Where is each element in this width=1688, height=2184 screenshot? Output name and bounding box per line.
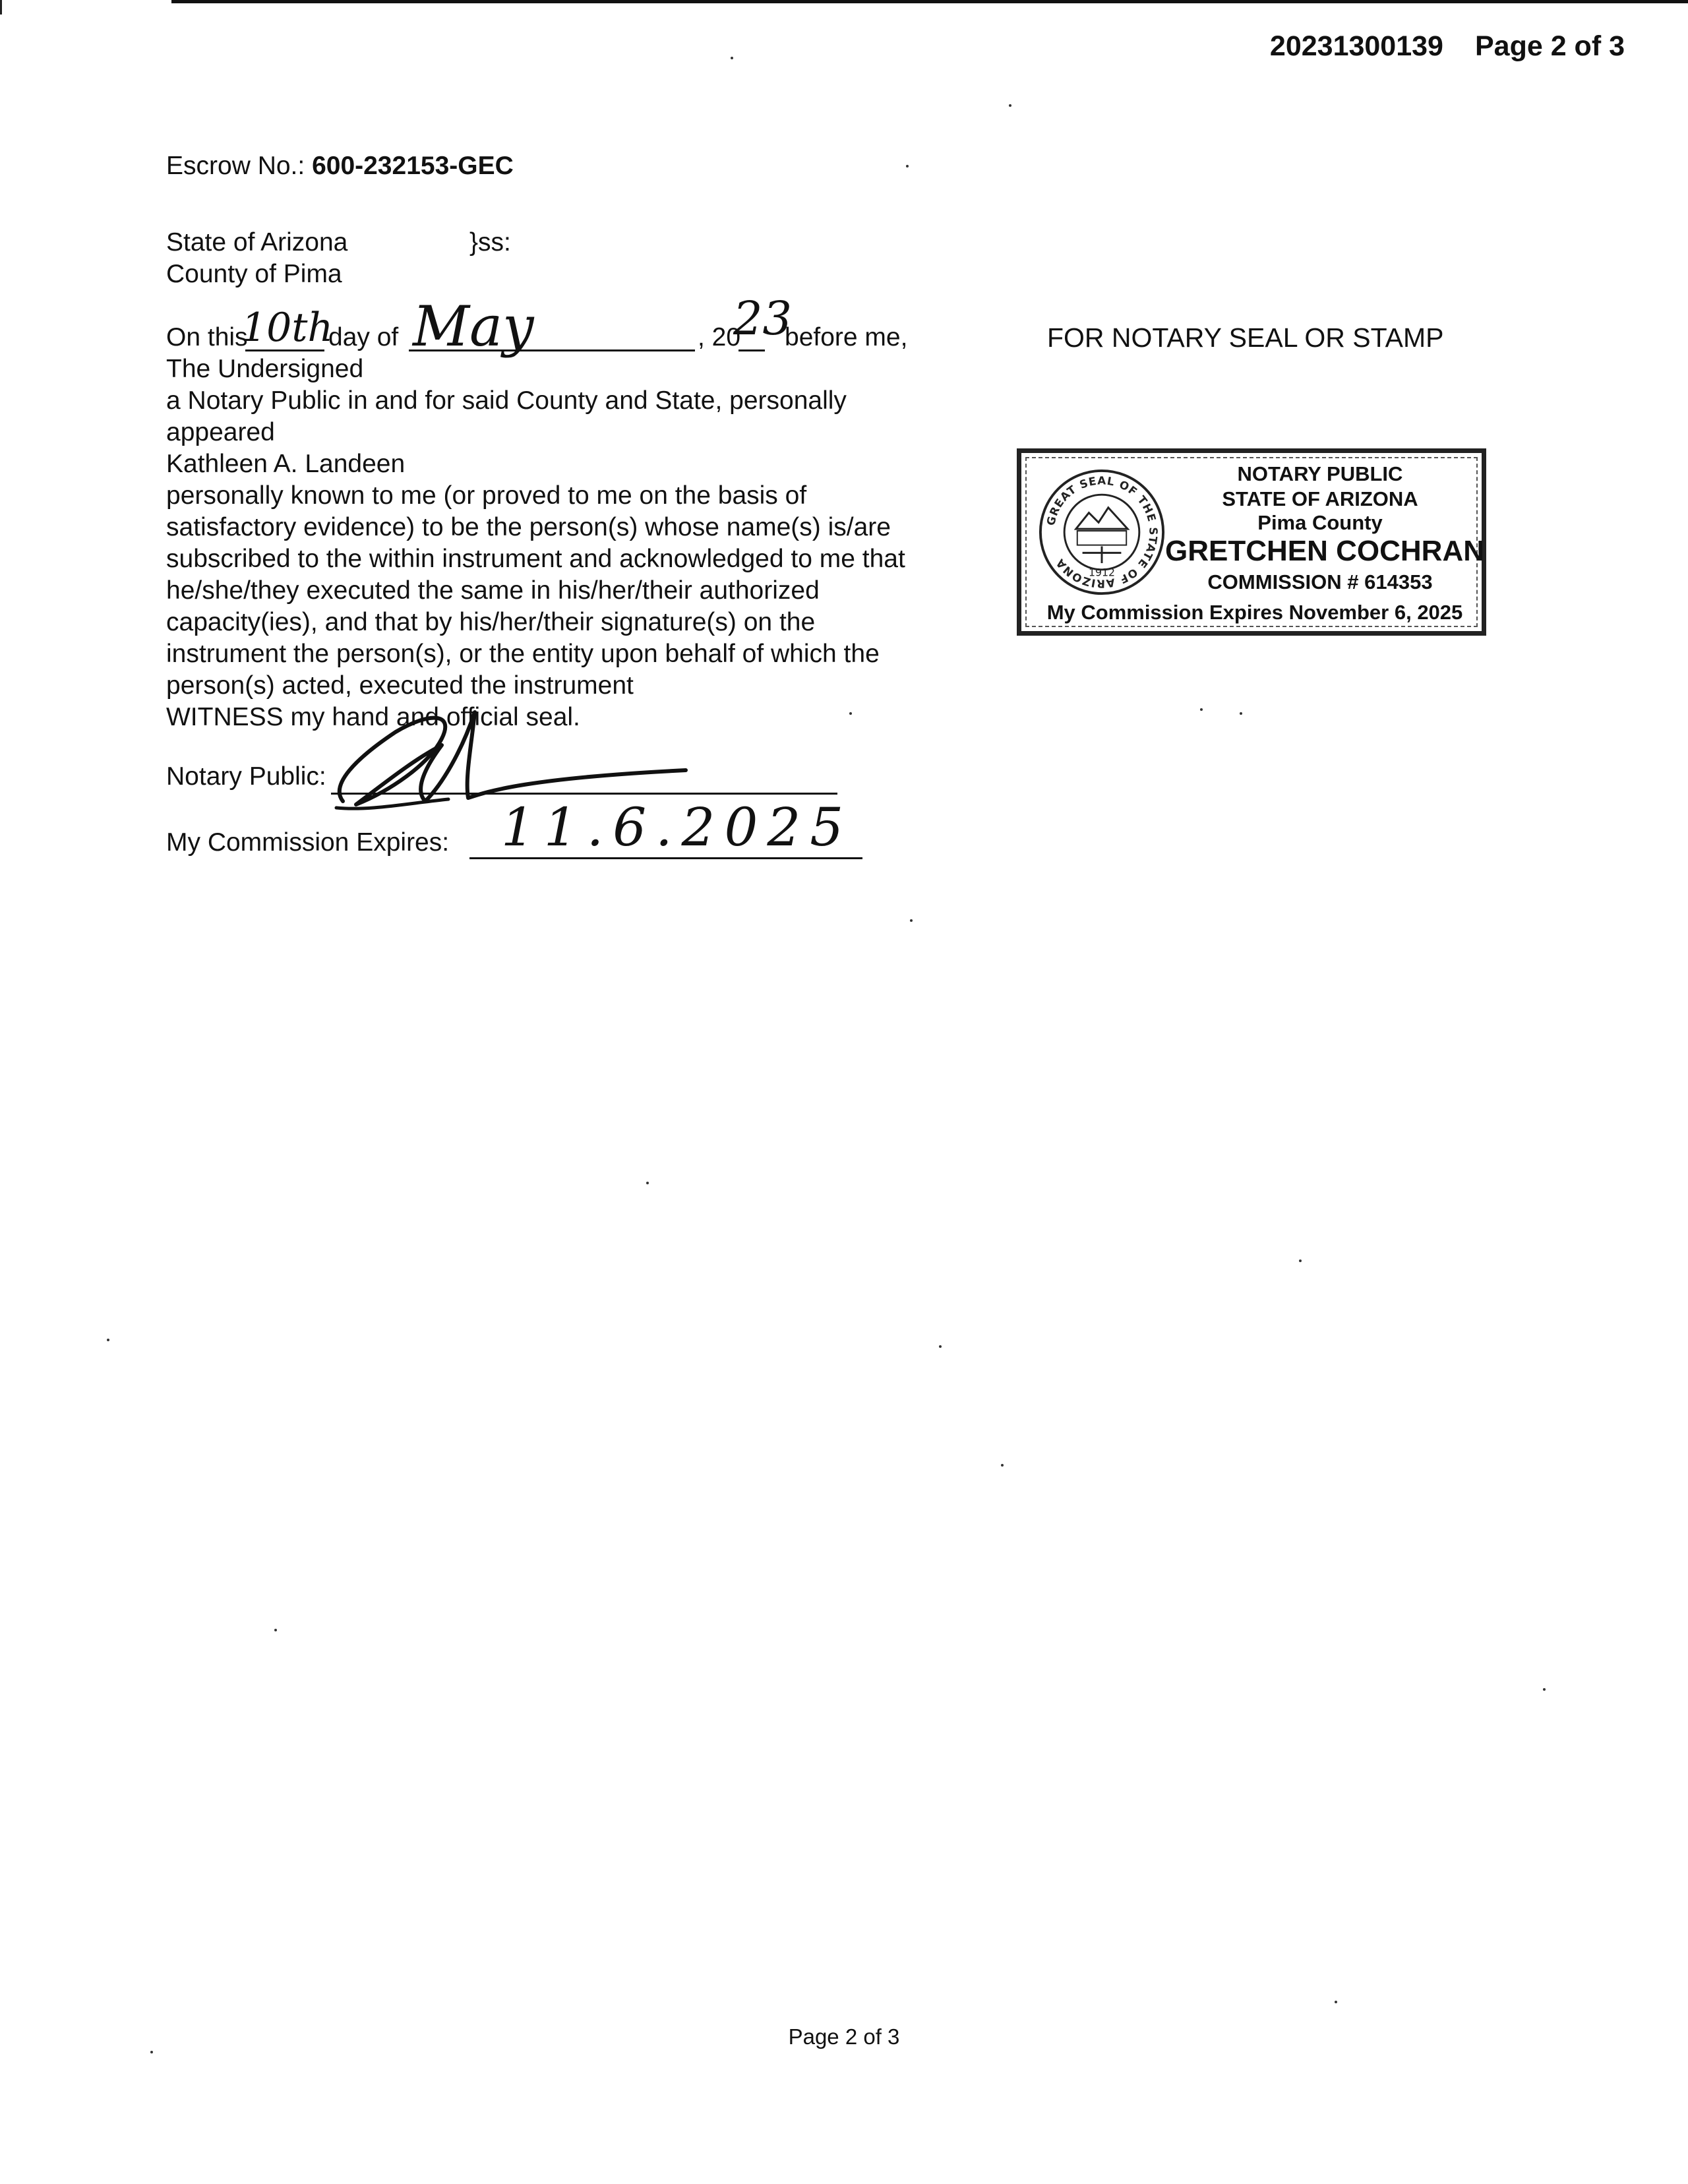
- venue-ss: }ss:: [469, 228, 511, 257]
- recording-page: Page 2 of 3: [1474, 30, 1625, 62]
- ack-line-1: personally known to me (or proved to me on the basis of: [166, 481, 807, 510]
- seal-year: 1912: [1089, 566, 1115, 579]
- page-footer: Page 2 of 3: [788, 2024, 900, 2049]
- ack-line-6: instrument the person(s), or the entity upon behalf of which the: [166, 640, 880, 668]
- stamp-notary-name: GRETCHEN COCHRAN: [1165, 535, 1484, 567]
- month-field: [409, 294, 695, 359]
- scan-speck: [939, 1345, 942, 1348]
- scan-speck: [849, 712, 852, 715]
- before-me-text: before me,: [785, 323, 908, 351]
- recording-header: [1270, 30, 1625, 63]
- scan-speck: [1299, 1259, 1302, 1262]
- officer-name: The Undersigned: [166, 355, 364, 383]
- ack-line-2: satisfactory evidence) to be the person(s) whose name(s) is/are: [166, 513, 891, 541]
- recording-number: 20231300139: [1269, 30, 1443, 62]
- escrow-label: Escrow No.:: [166, 152, 305, 180]
- ack-line-3: subscribed to the within instrument and acknowledged to me that: [166, 545, 905, 573]
- notary-seal-label: FOR NOTARY SEAL OR STAMP: [1047, 322, 1444, 353]
- day-of-text: day of: [328, 323, 399, 351]
- scan-speck: [731, 57, 733, 59]
- stamp-expiration: My Commission Expires November 6, 2025: [1046, 601, 1463, 624]
- scan-edge-mark: [0, 0, 2, 15]
- year-prefix-text: , 20: [698, 323, 741, 351]
- scan-speck: [646, 1182, 649, 1184]
- stamp-line-notary-public: NOTARY PUBLIC: [1237, 462, 1403, 485]
- scan-speck: [1001, 1464, 1004, 1467]
- on-this-text: On this: [166, 323, 248, 351]
- stamp-commission-number: COMMISSION # 614353: [1207, 570, 1433, 593]
- scan-speck: [274, 1629, 277, 1631]
- handwritten-month: May: [413, 294, 534, 359]
- witness-line: WITNESS my hand and official seal.: [166, 703, 580, 731]
- ack-line-7: person(s) acted, executed the instrument: [166, 671, 634, 700]
- venue-state: State of Arizona: [166, 228, 348, 257]
- scan-speck: [1200, 708, 1203, 711]
- notary-stamp: [1017, 448, 1486, 636]
- arizona-state-seal: [1037, 468, 1166, 597]
- commission-expiration-field: [469, 797, 862, 859]
- handwritten-day: 10th: [241, 305, 334, 351]
- scan-top-border: [171, 0, 1688, 3]
- scan-speck: [150, 2051, 153, 2053]
- handwritten-expiration: 11.6.2025: [501, 797, 853, 858]
- notary-line: a Notary Public in and for said County and State, personally: [166, 386, 847, 415]
- stamp-line-state: STATE OF ARIZONA: [1222, 487, 1418, 510]
- ack-line-5: capacity(ies), and that by his/her/their signature(s) on the: [166, 608, 816, 636]
- scan-speck: [107, 1339, 109, 1341]
- day-field: [241, 305, 334, 351]
- ack-line-4: he/she/they executed the same in his/her/their authorized: [166, 576, 820, 605]
- seal-ring-text: GREAT SEAL OF THE STATE OF ARIZONA: [1044, 474, 1160, 590]
- signer-name: Kathleen A. Landeen: [166, 450, 406, 478]
- notary-public-label: Notary Public:: [166, 762, 326, 791]
- stamp-line-county: Pima County: [1257, 511, 1383, 534]
- handwritten-year: 23: [733, 291, 793, 346]
- appeared-line: appeared: [166, 418, 275, 446]
- commission-expires-label: My Commission Expires:: [166, 828, 450, 857]
- scan-speck: [906, 165, 909, 167]
- scan-speck: [1240, 712, 1242, 715]
- escrow-number: 600-232153-GEC: [312, 152, 514, 180]
- scan-speck: [1543, 1688, 1546, 1691]
- venue-county: County of Pima: [166, 260, 342, 288]
- year-field: [733, 291, 793, 351]
- escrow-line: [166, 150, 514, 182]
- scan-speck: [910, 919, 913, 922]
- scan-speck: [1335, 2001, 1337, 2003]
- scan-speck: [1009, 104, 1011, 107]
